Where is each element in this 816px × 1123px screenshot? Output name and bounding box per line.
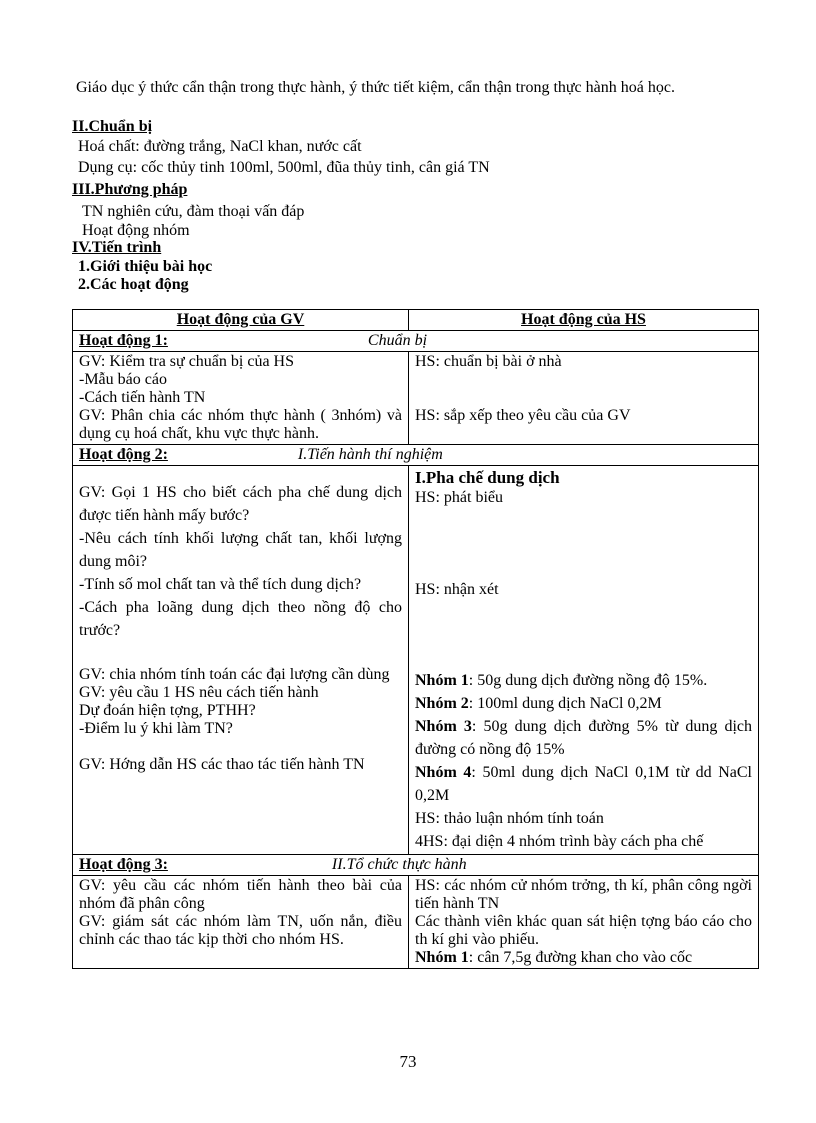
teacher-line: -Điểm lu ý khi làm TN?: [79, 720, 233, 737]
activity-3-content-row: [73, 876, 759, 969]
student-line: Các thành viên khác quan sát hiện tợng báo cáo cho th kí ghi vào phiếu.: [415, 913, 752, 948]
group-text: : 50g dung dịch đường 5% từ dung dịch đường có nồng độ 15%: [415, 718, 752, 758]
student-line: HS: chuẩn bị bài ở nhà: [415, 353, 562, 370]
table-header-row: [73, 310, 759, 331]
group-label: Nhóm 1: [415, 949, 469, 966]
chemicals-value: đường trắng, NaCl khan, nước cất: [143, 138, 362, 155]
teacher-task-block: [79, 666, 402, 774]
activity-1-subtitle: Chuẩn bị: [367, 332, 428, 349]
method-line-2: Hoạt động nhóm: [82, 222, 190, 239]
group-item: [415, 949, 752, 967]
activity-1-student-cell: [409, 352, 759, 445]
group-label: Nhóm 1: [415, 672, 469, 689]
teacher-line: GV: Hớng dẫn HS các thao tác tiến hành TN: [79, 756, 365, 773]
activity-2-title-row: [73, 445, 759, 466]
student-line: HS: phát biểu: [415, 489, 503, 506]
activity-1-title-cell: [73, 331, 759, 352]
group-item: [415, 669, 752, 692]
group-label: Nhóm 4: [415, 764, 472, 781]
activity-3-teacher-cell: [73, 876, 409, 969]
teacher-line: Dự đoán hiện tợng, PTHH?: [79, 702, 256, 719]
activity-2-teacher-cell: [73, 466, 409, 855]
student-line: 4HS: đại diện 4 nhóm trình bày cách pha chế: [415, 833, 704, 850]
student-line: HS: các nhóm cử nhóm trởng, th kí, phân công ngời tiến hành TN: [415, 877, 752, 912]
teacher-line: -Nêu cách tính khối lượng chất tan, khối lượng dung môi?: [79, 530, 402, 570]
teacher-line: GV: chia nhóm tính toán các đại lượng cần dùng: [79, 666, 390, 683]
teacher-line: -Mẫu báo cáo: [79, 371, 167, 388]
group-item: [415, 692, 752, 715]
activity-1-title-row: [73, 331, 759, 352]
teacher-line: GV: yêu cầu 1 HS nêu cách tiến hành: [79, 684, 319, 701]
activity-2-student-cell: [409, 466, 759, 855]
group-text: : 100ml dung dịch NaCl 0,2M: [468, 695, 662, 712]
teacher-line: -Tính số mol chất tan và thể tích dung dịch?: [79, 576, 362, 593]
activity-1-teacher-cell: [73, 352, 409, 445]
activity-1-content-row: [73, 352, 759, 445]
teacher-line: GV: giám sát các nhóm làm TN, uốn nắn, điều chỉnh các thao tác kịp thời cho nhóm HS.: [79, 913, 402, 948]
activity-3-title-row: [73, 855, 759, 876]
activity-2-title: Hoạt động 2:: [79, 446, 168, 463]
student-column-header: Hoạt động của HS: [409, 310, 759, 331]
activity-2-title-cell: [73, 445, 759, 466]
teacher-line: GV: Kiểm tra sự chuẩn bị của HS: [79, 353, 294, 370]
page-number: 73: [399, 1052, 417, 1071]
chemicals-line: [78, 138, 362, 156]
group-item: [415, 715, 752, 761]
teacher-line: -Cách pha loãng dung dịch theo nồng độ cho trước?: [79, 599, 402, 639]
section-process-title: IV.Tiến trình: [72, 239, 162, 256]
activity-3-title: Hoạt động 3:: [79, 856, 168, 873]
tools-value: cốc thủy tinh 100ml, 500ml, đũa thủy tinh, cân giá TN: [141, 159, 490, 176]
activity-3-student-cell: [409, 876, 759, 969]
teacher-line: GV: Phân chia các nhóm thực hành ( 3nhóm) và dụng cụ hoá chất, khu vực thực hành.: [79, 407, 402, 442]
activity-1-title: Hoạt động 1:: [79, 332, 168, 349]
student-section-title: I.Pha chế dung dịch: [415, 468, 560, 487]
activity-2-subtitle: I.Tiến hành thí nghiệm: [297, 446, 443, 463]
activity-3-title-cell: [73, 855, 759, 876]
student-line: HS: sắp xếp theo yêu cầu của GV: [415, 407, 631, 424]
group-label: Nhóm 3: [415, 718, 472, 735]
group-text: : 50g dung dịch đường nồng độ 15%.: [468, 672, 708, 689]
objective-paragraph: Giáo dục ý thức cẩn thận trong thực hành, ý thức tiết kiệm, cẩn thận trong thực hành hoá học.: [76, 79, 675, 96]
group-label: Nhóm 2: [415, 695, 469, 712]
tools-label: Dụng cụ:: [78, 159, 138, 176]
teacher-question-block: [79, 481, 402, 642]
student-line: HS: thảo luận nhóm tính toán: [415, 810, 604, 827]
section-method-title: III.Phương pháp: [72, 181, 188, 198]
teacher-column-header: Hoạt động của GV: [73, 310, 409, 331]
group-text: : cân 7,5g đường khan cho vào cốc: [468, 949, 693, 966]
step-2: 2.Các hoạt động: [78, 276, 189, 293]
group-text: : 50ml dung dịch NaCl 0,1M từ dd NaCl 0,2M: [415, 764, 752, 804]
activity-2-content-row: [73, 466, 759, 855]
teacher-line: -Cách tiến hành TN: [79, 389, 206, 406]
group-task-list: [415, 669, 752, 853]
activity-3-subtitle: II.Tổ chức thực hành: [331, 856, 467, 873]
teacher-line: GV: Gọi 1 HS cho biết cách pha chế dung dịch được tiến hành mấy bước?: [79, 484, 402, 524]
section-prepare-title: II.Chuẩn bị: [72, 118, 153, 135]
activity-table: [72, 309, 759, 969]
teacher-line: GV: yêu cầu các nhóm tiến hành theo bài của nhóm đã phân công: [79, 877, 402, 912]
method-line-1: TN nghiên cứu, đàm thoại vấn đáp: [82, 203, 305, 220]
tools-line: [78, 159, 490, 177]
group-item: [415, 761, 752, 807]
student-line: HS: nhận xét: [415, 581, 499, 598]
step-1: 1.Giới thiệu bài học: [78, 258, 213, 275]
chemicals-label: Hoá chất:: [78, 138, 140, 155]
